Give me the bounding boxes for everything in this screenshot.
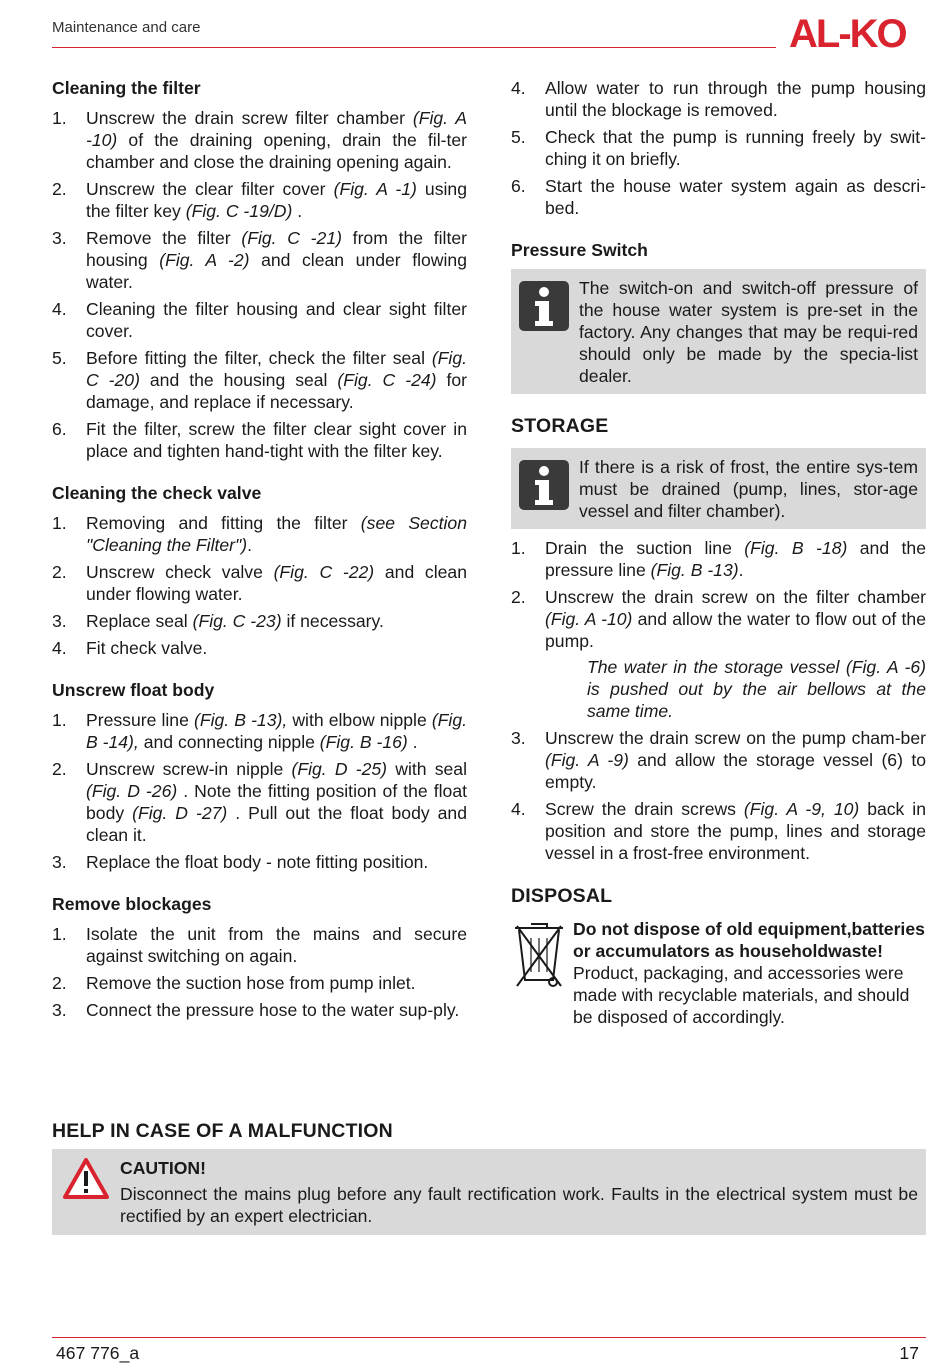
figure-reference: (Fig. A -2) (159, 250, 250, 270)
section-heading: STORAGE (511, 415, 609, 437)
item-text: Allow water to run through the pump housing until the blockage is removed. (545, 78, 926, 120)
figure-reference: (Fig. A -10) (86, 108, 467, 150)
footer-divider (52, 1337, 926, 1338)
item-number: 4. (511, 78, 526, 98)
right-column (511, 77, 926, 1028)
figure-reference: (Fig. D -27) (132, 803, 228, 823)
item-number: 1. (52, 924, 67, 944)
header-section-title: Maintenance and care (52, 19, 201, 36)
list-item (52, 418, 467, 462)
item-number: 2. (52, 973, 67, 993)
section-heading: HELP IN CASE OF A MALFUNCTION (52, 1120, 393, 1142)
figure-reference: (Fig. C -23) (192, 611, 282, 631)
item-text: and allow the storage vessel (6) to empty. (545, 750, 926, 792)
list-item (52, 227, 467, 293)
list-item (511, 126, 926, 170)
list-item (52, 107, 467, 173)
item-number: 4. (52, 638, 67, 658)
item-text: and the pressure line (545, 538, 926, 580)
disposal-section (511, 884, 926, 1028)
list-item (52, 298, 467, 342)
step-list (52, 709, 467, 873)
list-item (511, 77, 926, 121)
figure-reference: (Fig. B -13), (193, 710, 288, 730)
info-box (511, 448, 926, 529)
item-number: 4. (52, 299, 67, 319)
list-item (52, 512, 467, 556)
check-valve-section (52, 482, 467, 659)
item-text: . (738, 560, 744, 580)
item-text: Unscrew screw-in nipple (86, 759, 292, 779)
list-item (511, 798, 926, 864)
item-text: Start the house water system again as descri-bed. (545, 176, 926, 218)
disposal-block (511, 918, 926, 1028)
alko-logo (789, 12, 929, 52)
item-text: Unscrew the drain screw on the pump cham-ber (545, 728, 926, 748)
list-item (52, 972, 467, 994)
list-item (52, 709, 467, 753)
item-number: 3. (511, 728, 526, 748)
item-number: 2. (52, 179, 67, 199)
item-text: Check that the pump is running freely by swit-ching it on briefly. (545, 127, 926, 169)
list-item (52, 851, 467, 873)
item-text: Remove the filter (86, 228, 242, 248)
list-item (52, 561, 467, 605)
item-text: Unscrew the clear filter cover (86, 179, 334, 199)
info-icon (519, 460, 569, 510)
item-number: 5. (52, 348, 67, 368)
item-number: 3. (52, 852, 67, 872)
item-text: Before fitting the filter, check the filter seal (86, 348, 432, 368)
item-text: and clean under flowing water. (86, 250, 467, 292)
figure-reference: (Fig. D -26) (86, 781, 178, 801)
item-text: Remove the suction hose from pump inlet. (86, 973, 416, 993)
item-text: Screw the drain screws (545, 799, 744, 819)
item-text: back in position and store the pump, lines and storage vessel in a frost-free environment. (545, 799, 926, 863)
item-text: Replace the float body - note fitting position. (86, 852, 429, 872)
item-text: Unscrew the drain screw filter chamber (86, 108, 413, 128)
item-text: using the filter key (86, 179, 467, 221)
item-number: 3. (52, 1000, 67, 1020)
step-list (511, 537, 926, 864)
item-text: and clean under flowing water. (86, 562, 467, 604)
document-number: 467 776_a (56, 1343, 140, 1363)
figure-reference: (Fig. A -9, 10) (743, 799, 860, 819)
item-text: Unscrew the drain screw on the filter chamber (545, 587, 926, 607)
item-text: if necessary. (281, 611, 384, 631)
item-number: 2. (52, 759, 67, 779)
list-item (52, 347, 467, 413)
item-number: 4. (511, 799, 526, 819)
item-text: Drain the suction line (545, 538, 745, 558)
float-body-section (52, 679, 467, 873)
blockages-section (52, 893, 467, 1021)
item-text: . Pull out the float body and clean it. (86, 803, 468, 845)
item-text: Replace seal (86, 611, 193, 631)
item-text: . Note the fitting position of the float body (86, 781, 467, 823)
figure-reference: (Fig. B -18) (744, 538, 848, 558)
list-item (511, 727, 926, 793)
figure-reference: (Fig. A -9) (545, 750, 629, 770)
item-text: Unscrew check valve (86, 562, 274, 582)
figure-reference: (Fig. C -21) (241, 228, 342, 248)
disposal-info: Product, packaging, and accessories were made with recyclable materials, and should be disposed of accordingly. (573, 963, 910, 1027)
list-item (52, 637, 467, 659)
caution-text-block (120, 1157, 918, 1227)
list-item (511, 586, 926, 722)
list-item (511, 537, 926, 581)
figure-reference: (Fig. C -22) (273, 562, 375, 582)
item-text: Fit the filter, screw the filter clear sight cover in place and tighten hand-tight with the filter key. (86, 419, 467, 461)
figure-reference: (Fig. B -13) (650, 560, 739, 580)
left-column (52, 77, 467, 1041)
figure-reference: (Fig. A -10) (545, 609, 633, 629)
item-text: Cleaning the filter housing and clear sight filter cover. (86, 299, 467, 341)
figure-reference: (Fig. C -19/D) (185, 201, 293, 221)
list-item (52, 178, 467, 222)
item-number: 6. (511, 176, 526, 196)
figure-reference: (Fig. A -1) (333, 179, 417, 199)
figure-reference: (Fig. B -14), (86, 710, 467, 752)
item-text: from the filter housing (86, 228, 467, 270)
figure-reference: (Fig. D -25) (291, 759, 388, 779)
caution-box (52, 1149, 926, 1235)
item-number: 1. (52, 710, 67, 730)
item-text: and connecting nipple (138, 732, 320, 752)
item-note: The water in the storage vessel (Fig. A -6) is pushed out by the air bellows at the same time. (587, 657, 926, 721)
item-text: and allow the water to flow out of the pump. (545, 609, 927, 651)
item-text: Removing and fitting the filter (86, 513, 361, 533)
item-text: for damage, and replace if necessary. (86, 370, 467, 412)
caution-text: Disconnect the mains plug before any fault rectification work. Faults in the electrical system must be rectified by an expert electrician. (120, 1184, 918, 1226)
crossed-bin-icon (511, 918, 567, 990)
step-list (52, 512, 467, 659)
list-item (52, 999, 467, 1021)
item-number: 6. (52, 419, 67, 439)
info-text: The switch-on and switch-off pressure of the house water system is pre-set in the factory. Any changes that may be requi-red should only be made by the specia-list dealer. (579, 278, 918, 386)
disposal-text (573, 918, 926, 1028)
info-icon (519, 281, 569, 331)
item-text: Isolate the unit from the mains and secure against switching on again. (86, 924, 467, 966)
caution-title: CAUTION! (120, 1158, 207, 1178)
item-text: . (247, 535, 253, 555)
info-box (511, 269, 926, 394)
item-text: . (292, 201, 303, 221)
item-number: 2. (511, 587, 526, 607)
section-heading: Unscrew float body (52, 680, 215, 700)
figure-reference: (Fig. B -16) (319, 732, 408, 752)
item-number: 2. (52, 562, 67, 582)
figure-reference: (Fig. C -24) (337, 370, 437, 390)
help-section (52, 1119, 926, 1235)
item-text: Fit check valve. (86, 638, 208, 658)
item-number: 5. (511, 127, 526, 147)
logo-text: AL-KO (789, 12, 906, 52)
section-heading: DISPOSAL (511, 885, 613, 907)
step-list (52, 107, 467, 462)
info-text: If there is a risk of frost, the entire sys-tem must be drained (pump, lines, stor-age vessel and filter chamber). (579, 457, 918, 521)
page-number: 17 (899, 1343, 919, 1363)
list-item (52, 610, 467, 632)
item-number: 3. (52, 611, 67, 631)
header-divider (52, 47, 776, 48)
figure-reference: (see Section "Cleaning the Filter") (86, 513, 468, 555)
item-text: Pressure line (86, 710, 194, 730)
storage-section (511, 414, 926, 864)
item-text: of the draining opening, drain the fil-ter chamber and close the draining opening again. (86, 130, 467, 172)
section-heading: Remove blockages (52, 894, 212, 914)
section-heading: Pressure Switch (511, 240, 648, 260)
item-text: and the housing seal (139, 370, 338, 390)
warning-triangle-icon (62, 1157, 110, 1201)
pressure-switch-section (511, 239, 926, 394)
section-heading: Cleaning the check valve (52, 483, 262, 503)
list-item (511, 175, 926, 219)
step-list (52, 923, 467, 1021)
step-list (511, 77, 926, 219)
item-number: 3. (52, 228, 67, 248)
disposal-warning: Do not dispose of old equipment,batteries or accumulators as householdwaste! (573, 919, 925, 961)
list-item (52, 923, 467, 967)
item-text: . (407, 732, 418, 752)
item-text: Connect the pressure hose to the water sup-ply. (86, 1000, 460, 1020)
item-number: 1. (52, 513, 67, 533)
list-item (52, 758, 467, 846)
item-number: 1. (52, 108, 67, 128)
item-text: with seal (387, 759, 467, 779)
figure-reference: (Fig. C -20) (86, 348, 467, 390)
section-heading: Cleaning the filter (52, 78, 201, 98)
item-text: with elbow nipple (287, 710, 432, 730)
cleaning-filter-section (52, 77, 467, 462)
item-number: 1. (511, 538, 526, 558)
